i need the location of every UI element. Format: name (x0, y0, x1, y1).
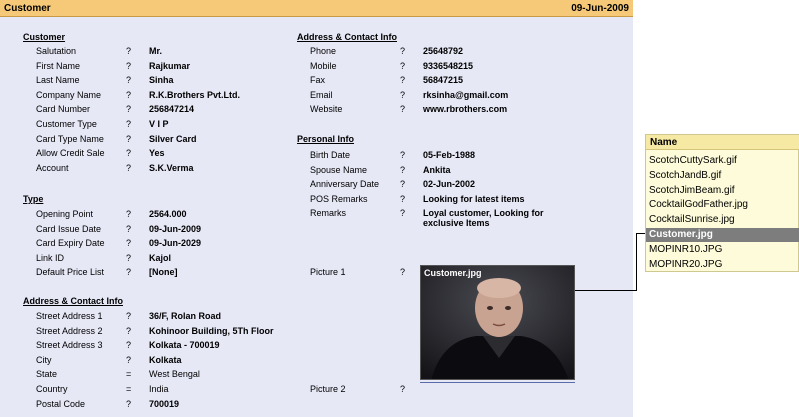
contact-field-value[interactable]: 56847215 (423, 75, 464, 86)
title-bar (0, 0, 633, 17)
section-personal-heading: Personal Info (297, 134, 355, 144)
customer-field-label: Allow Credit Sale (36, 148, 105, 159)
contact-field-separator: ? (400, 89, 406, 100)
address-field-label: Country (36, 384, 68, 394)
contact-field-separator: ? (400, 75, 406, 86)
file-list-header: Name (646, 135, 799, 150)
personal-field-label: POS Remarks (310, 193, 368, 204)
customer-field-value[interactable]: V I P (149, 119, 169, 129)
customer-field-value[interactable]: Sinha (149, 75, 174, 86)
customer-field-separator: ? (126, 89, 132, 100)
file-list-item[interactable]: ScotchJandB.gif (649, 169, 722, 181)
personal-field-separator: ? (400, 150, 406, 160)
customer-field-separator: ? (126, 119, 132, 129)
customer-field-separator: ? (126, 75, 132, 86)
picture1-sep: ? (400, 267, 406, 277)
file-list-item[interactable]: ScotchJimBeam.gif (649, 184, 735, 196)
type-field-separator: ? (126, 223, 132, 234)
customer-field-label: Customer Type (36, 119, 97, 129)
personal-field-label: Anniversary Date (310, 179, 380, 190)
customer-field-label: Last Name (36, 75, 80, 86)
customer-field-separator: ? (126, 104, 132, 115)
contact-field-value[interactable]: 9336548215 (423, 60, 474, 71)
address-field-value[interactable]: 700019 (149, 398, 180, 409)
file-list-item[interactable]: CocktailGodFather.jpg (649, 199, 748, 211)
address-field-label: Postal Code (36, 398, 86, 409)
address-field-value[interactable]: Kolkata - 700019 (149, 340, 220, 351)
type-field-value[interactable]: Kajol (149, 252, 172, 263)
address-field-separator: = (126, 384, 132, 394)
personal-field-value[interactable]: 05-Feb-1988 (423, 150, 476, 160)
customer-field-value[interactable]: S.K.Verma (149, 162, 194, 173)
type-field-separator: ? (126, 238, 132, 248)
customer-field-value[interactable]: Yes (149, 148, 165, 159)
address-field-value[interactable]: India (149, 384, 169, 394)
section-type-heading: Type (23, 194, 44, 204)
file-list-item[interactable]: MOPINR20.JPG (649, 258, 723, 270)
type-field-value[interactable]: 09-Jun-2029 (149, 238, 202, 248)
picture2-label: Picture 2 (310, 384, 346, 394)
personal-field-value[interactable]: 02-Jun-2002 (423, 179, 476, 190)
personal-field-label: Birth Date (310, 150, 351, 160)
personal-field-value[interactable]: Loyal customer, Looking for (423, 208, 544, 219)
customer-field-value[interactable]: 256847214 (149, 104, 195, 115)
type-field-value[interactable]: 09-Jun-2009 (149, 223, 202, 234)
file-name-list[interactable] (645, 134, 799, 272)
contact-field-label: Email (310, 89, 333, 100)
customer-field-label: Salutation (36, 46, 77, 56)
address-field-label: City (36, 354, 52, 365)
address-field-separator: = (126, 369, 132, 380)
customer-field-label: First Name (36, 60, 81, 71)
personal-field-label: Remarks (310, 208, 347, 219)
picture2-sep: ? (400, 384, 406, 394)
type-field-separator: ? (126, 252, 132, 263)
customer-field-label: Account (36, 162, 69, 173)
customer-field-separator: ? (126, 133, 132, 144)
address-field-value[interactable]: West Bengal (149, 369, 200, 380)
contact-field-label: Phone (310, 46, 337, 56)
address-field-separator: ? (126, 325, 132, 336)
type-field-separator: ? (126, 209, 132, 219)
customer-field-label: Company Name (36, 89, 102, 100)
personal-field-value[interactable]: Ankita (423, 164, 451, 175)
address-field-label: Street Address 2 (36, 325, 103, 336)
file-list-item[interactable]: Customer.jpg (646, 228, 799, 242)
photo-caption: Customer.jpg (424, 268, 482, 278)
type-field-label: Opening Point (36, 209, 94, 219)
personal-field-value[interactable]: Looking for latest items (423, 193, 525, 204)
file-list-item[interactable]: CocktailSunrise.jpg (649, 214, 735, 226)
type-field-separator: ? (126, 267, 132, 277)
window-date: 09-Jun-2009 (571, 3, 629, 14)
address-field-value[interactable]: Kolkata (149, 354, 182, 365)
address-field-separator: ? (126, 340, 132, 351)
photo-image (421, 266, 575, 380)
personal-field-label: Spouse Name (310, 164, 368, 175)
customer-field-separator: ? (126, 46, 132, 56)
type-field-label: Link ID (36, 252, 65, 263)
section-contact-heading: Address & Contact Info (297, 32, 398, 42)
picture1-underline (420, 382, 575, 383)
contact-field-value[interactable]: rksinha@gmail.com (423, 89, 509, 100)
personal-field-separator: ? (400, 179, 406, 190)
window-title: Customer (4, 3, 51, 14)
address-field-separator: ? (126, 311, 132, 321)
personal-field-separator: ? (400, 193, 406, 204)
customer-field-value[interactable]: Rajkumar (149, 60, 191, 71)
contact-field-value[interactable]: www.rbrothers.com (423, 104, 508, 115)
connector-line-horizontal (575, 290, 637, 291)
customer-field-separator: ? (126, 148, 132, 159)
contact-field-label: Fax (310, 75, 326, 86)
contact-field-label: Mobile (310, 60, 337, 71)
type-field-value[interactable]: 2564.000 (149, 209, 187, 219)
customer-field-value[interactable]: R.K.Brothers Pvt.Ltd. (149, 89, 241, 100)
customer-field-value[interactable]: Silver Card (149, 133, 197, 144)
section-address-heading: Address & Contact Info (23, 296, 124, 306)
personal-field-separator: ? (400, 164, 406, 175)
personal-field-value-line2[interactable]: exclusive Items (423, 218, 490, 229)
customer-field-label: Card Number (36, 104, 91, 115)
customer-photo[interactable] (420, 265, 575, 380)
customer-field-label: Card Type Name (36, 133, 104, 144)
contact-field-value[interactable]: 25648792 (423, 46, 464, 56)
address-field-value[interactable]: Kohinoor Building, 5Th Floor (149, 325, 274, 336)
contact-field-separator: ? (400, 46, 406, 56)
connector-line-vertical (636, 233, 637, 291)
section-customer-heading: Customer (23, 32, 66, 42)
address-field-label: Street Address 1 (36, 311, 103, 321)
contact-field-separator: ? (400, 60, 406, 71)
type-field-label: Default Price List (36, 267, 105, 277)
customer-field-value[interactable]: Mr. (149, 46, 163, 56)
customer-field-separator: ? (126, 60, 132, 71)
address-field-label: State (36, 369, 58, 380)
personal-field-separator: ? (400, 208, 406, 219)
address-field-separator: ? (126, 354, 132, 365)
file-list-item[interactable]: MOPINR10.JPG (649, 243, 723, 255)
address-field-separator: ? (126, 398, 132, 409)
picture1-label: Picture 1 (310, 267, 346, 277)
customer-field-separator: ? (126, 162, 132, 173)
type-field-label: Card Expiry Date (36, 238, 105, 248)
contact-field-label: Website (310, 104, 343, 115)
address-field-value[interactable]: 36/F, Rolan Road (149, 311, 222, 321)
type-field-value[interactable]: [None] (149, 267, 178, 277)
contact-field-separator: ? (400, 104, 406, 115)
file-list-item[interactable]: ScotchCuttySark.gif (649, 155, 737, 166)
address-field-label: Street Address 3 (36, 340, 103, 351)
type-field-label: Card Issue Date (36, 223, 102, 234)
